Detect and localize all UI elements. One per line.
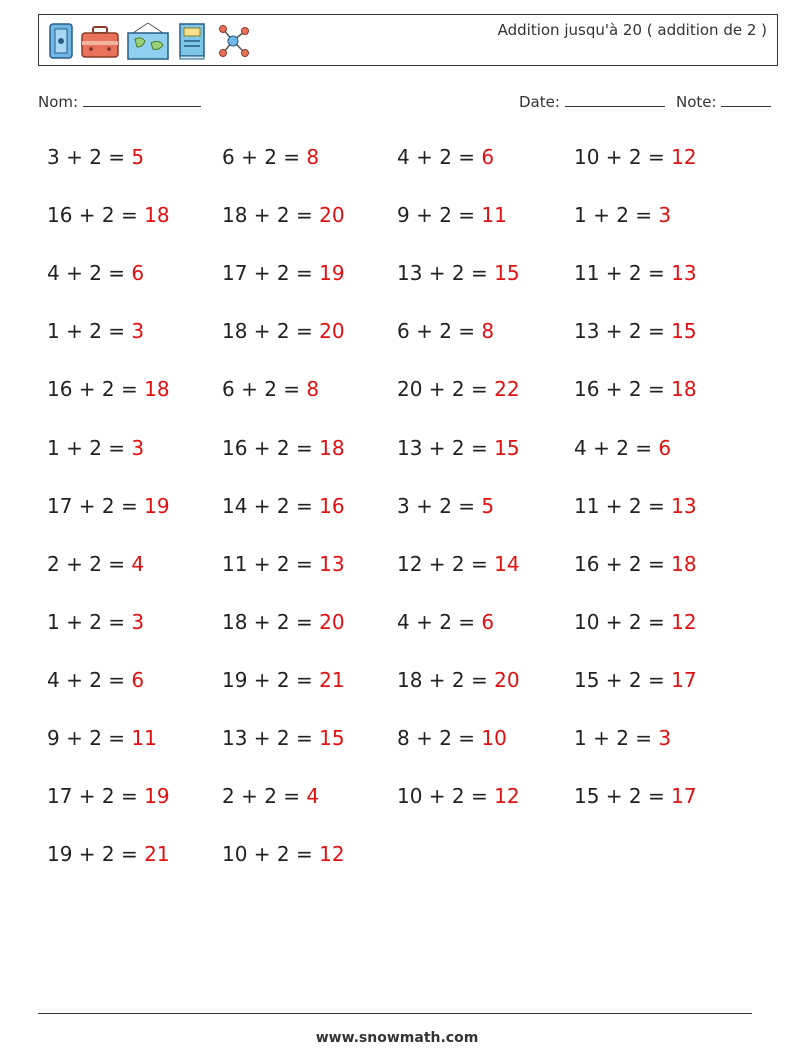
problem-item [574, 436, 671, 460]
problem-question: 13 + 2 = [574, 319, 672, 343]
problem-question: 17 + 2 = [47, 784, 145, 808]
problem-question: 19 + 2 = [222, 668, 320, 692]
problem-question: 16 + 2 = [222, 436, 320, 460]
problem-question: 18 + 2 = [222, 319, 320, 343]
problem-answer: 10 [481, 726, 507, 750]
problem-item [574, 726, 671, 750]
problem-answer: 8 [306, 145, 320, 169]
problem-item [574, 377, 697, 401]
problem-question: 8 + 2 = [397, 726, 482, 750]
problem-question: 3 + 2 = [397, 494, 482, 518]
problem-answer: 14 [494, 552, 520, 576]
problem-answer: 22 [494, 377, 520, 401]
problem-item [397, 203, 507, 227]
problem-answer: 12 [494, 784, 520, 808]
problem-item [47, 377, 170, 401]
problem-item [574, 784, 697, 808]
problem-item [574, 203, 671, 227]
problem-question: 2 + 2 = [47, 552, 132, 576]
problem-item [47, 784, 170, 808]
problem-answer: 15 [494, 261, 520, 285]
problem-item [397, 436, 520, 460]
problem-answer: 11 [481, 203, 507, 227]
problem-item [574, 261, 697, 285]
problem-answer: 18 [319, 436, 345, 460]
problem-question: 10 + 2 = [397, 784, 495, 808]
problem-item [222, 610, 345, 634]
problem-question: 1 + 2 = [47, 436, 132, 460]
problem-answer: 15 [319, 726, 345, 750]
problem-question: 1 + 2 = [574, 203, 659, 227]
pencil-sharpener-icon [47, 21, 75, 61]
problem-answer: 8 [481, 319, 495, 343]
problem-question: 19 + 2 = [47, 842, 145, 866]
problem-question: 6 + 2 = [222, 145, 307, 169]
problem-answer: 18 [671, 552, 697, 576]
molecule-icon [213, 21, 253, 61]
problem-question: 20 + 2 = [397, 377, 495, 401]
problem-item [397, 668, 520, 692]
problem-item [47, 436, 144, 460]
problem-question: 14 + 2 = [222, 494, 320, 518]
problem-item [47, 610, 144, 634]
problem-answer: 20 [494, 668, 520, 692]
problem-question: 17 + 2 = [47, 494, 145, 518]
problem-answer: 4 [306, 784, 320, 808]
problem-answer: 12 [671, 145, 697, 169]
problem-question: 16 + 2 = [574, 552, 672, 576]
problem-question: 11 + 2 = [574, 261, 672, 285]
problem-item [47, 494, 170, 518]
problem-item [397, 319, 494, 343]
problem-question: 13 + 2 = [397, 436, 495, 460]
problem-item [47, 842, 170, 866]
problem-answer: 20 [319, 610, 345, 634]
problem-question: 6 + 2 = [222, 377, 307, 401]
problem-item [47, 203, 170, 227]
problem-item [574, 145, 697, 169]
problem-question: 1 + 2 = [47, 319, 132, 343]
problem-item [397, 377, 520, 401]
problem-item [574, 494, 697, 518]
problem-question: 4 + 2 = [397, 610, 482, 634]
problem-question: 16 + 2 = [574, 377, 672, 401]
problem-item [47, 319, 144, 343]
problem-item [47, 261, 144, 285]
problem-answer: 6 [131, 668, 145, 692]
name-blank[interactable] [83, 92, 201, 107]
problem-answer: 16 [319, 494, 345, 518]
problem-question: 3 + 2 = [47, 145, 132, 169]
problem-item [397, 784, 520, 808]
problem-question: 4 + 2 = [47, 668, 132, 692]
footer-site: www.snowmath.com [315, 1030, 479, 1046]
problem-answer: 17 [671, 784, 697, 808]
problem-answer: 4 [131, 552, 145, 576]
problem-answer: 19 [319, 261, 345, 285]
problem-question: 9 + 2 = [47, 726, 132, 750]
problem-answer: 11 [131, 726, 157, 750]
problem-answer: 15 [671, 319, 697, 343]
problem-question: 4 + 2 = [574, 436, 659, 460]
problem-answer: 6 [481, 610, 495, 634]
problem-question: 2 + 2 = [222, 784, 307, 808]
problem-item [397, 726, 507, 750]
problem-answer: 20 [319, 319, 345, 343]
problem-item [222, 552, 345, 576]
problem-item [222, 726, 345, 750]
problem-answer: 6 [131, 261, 145, 285]
problem-answer: 3 [658, 203, 672, 227]
worksheet-title: Addition jusqu'à 20 ( addition de 2 ) [497, 21, 767, 39]
problem-item [397, 552, 520, 576]
problem-item [47, 552, 144, 576]
problem-question: 16 + 2 = [47, 203, 145, 227]
problem-answer: 3 [131, 319, 145, 343]
problem-item [222, 145, 319, 169]
problem-item [222, 784, 319, 808]
problem-item [222, 494, 345, 518]
date-blank[interactable] [565, 92, 665, 107]
problem-question: 9 + 2 = [397, 203, 482, 227]
note-field[interactable] [676, 92, 771, 111]
problem-item [222, 319, 345, 343]
problem-answer: 18 [671, 377, 697, 401]
problem-answer: 19 [144, 784, 170, 808]
problem-item [397, 494, 494, 518]
problem-question: 18 + 2 = [397, 668, 495, 692]
problem-answer: 18 [144, 203, 170, 227]
problem-question: 16 + 2 = [47, 377, 145, 401]
problem-question: 17 + 2 = [222, 261, 320, 285]
problem-question: 11 + 2 = [222, 552, 320, 576]
problem-answer: 13 [671, 261, 697, 285]
problem-answer: 12 [319, 842, 345, 866]
problem-answer: 19 [144, 494, 170, 518]
problem-answer: 13 [671, 494, 697, 518]
briefcase-icon [79, 21, 121, 61]
problem-answer: 21 [144, 842, 170, 866]
problem-answer: 8 [306, 377, 320, 401]
problem-question: 6 + 2 = [397, 319, 482, 343]
header-icons [47, 21, 253, 61]
problem-question: 1 + 2 = [574, 726, 659, 750]
problem-question: 13 + 2 = [397, 261, 495, 285]
problem-question: 18 + 2 = [222, 203, 320, 227]
problem-question: 12 + 2 = [397, 552, 495, 576]
problem-question: 15 + 2 = [574, 668, 672, 692]
footer-divider [38, 1013, 752, 1014]
problem-answer: 20 [319, 203, 345, 227]
problem-item [397, 145, 494, 169]
problem-item [574, 610, 697, 634]
problem-answer: 3 [131, 436, 145, 460]
problem-question: 10 + 2 = [574, 145, 672, 169]
problem-answer: 17 [671, 668, 697, 692]
problem-answer: 13 [319, 552, 345, 576]
problem-item [47, 145, 144, 169]
problem-item [574, 552, 697, 576]
name-label: Nom: [38, 93, 79, 111]
problem-item [222, 377, 319, 401]
problem-answer: 12 [671, 610, 697, 634]
problem-item [222, 842, 345, 866]
problem-question: 10 + 2 = [574, 610, 672, 634]
worksheet-header [38, 14, 778, 66]
problem-item [47, 668, 144, 692]
problem-item [397, 610, 494, 634]
problem-answer: 3 [658, 726, 672, 750]
problem-item [222, 261, 345, 285]
note-label: Note: [676, 93, 717, 111]
problem-item [222, 436, 345, 460]
problem-answer: 21 [319, 668, 345, 692]
date-label: Date: [519, 93, 560, 111]
problem-item [222, 668, 345, 692]
book-icon [175, 21, 209, 61]
problem-question: 11 + 2 = [574, 494, 672, 518]
problem-item [47, 726, 157, 750]
problem-answer: 6 [481, 145, 495, 169]
map-icon [125, 21, 171, 61]
problem-question: 15 + 2 = [574, 784, 672, 808]
problem-answer: 6 [658, 436, 672, 460]
problem-question: 4 + 2 = [47, 261, 132, 285]
problem-question: 1 + 2 = [47, 610, 132, 634]
problem-item [397, 261, 520, 285]
problem-question: 13 + 2 = [222, 726, 320, 750]
problem-answer: 5 [481, 494, 495, 518]
problem-question: 10 + 2 = [222, 842, 320, 866]
problem-item [574, 668, 697, 692]
problem-answer: 18 [144, 377, 170, 401]
problem-item [574, 319, 697, 343]
problem-question: 18 + 2 = [222, 610, 320, 634]
problem-question: 4 + 2 = [397, 145, 482, 169]
name-field[interactable] [38, 92, 201, 111]
problem-item [222, 203, 345, 227]
problem-answer: 15 [494, 436, 520, 460]
problem-answer: 5 [131, 145, 145, 169]
note-blank[interactable] [721, 92, 771, 107]
problem-answer: 3 [131, 610, 145, 634]
date-field[interactable] [519, 92, 665, 111]
